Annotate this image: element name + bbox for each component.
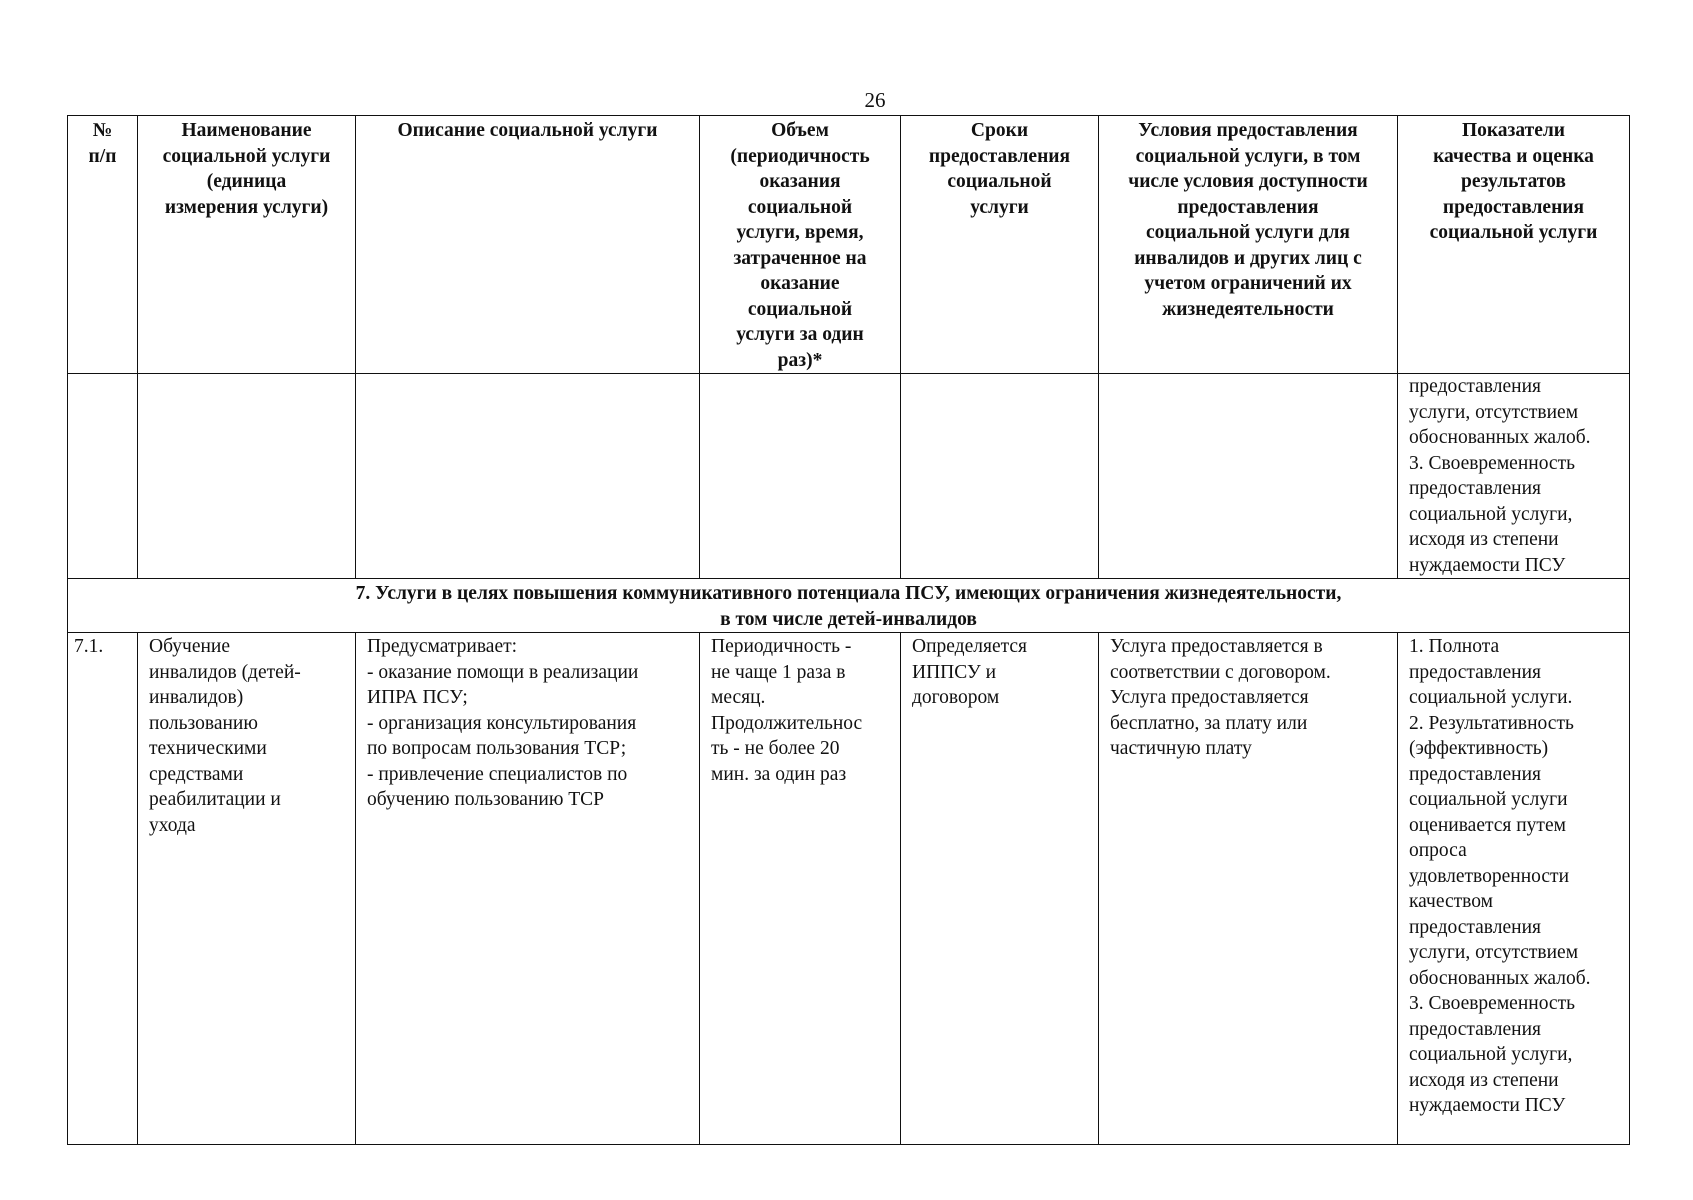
header-cell-conditions: Условия предоставления социальной услуги, в том числе условия доступности предоставления социальной услуги для инвалидов и других лиц с учетом ограничений их жизнедеятельности [1099, 116, 1398, 374]
table-cell [356, 374, 700, 579]
services-table [67, 115, 1630, 1145]
table-cell [700, 374, 901, 579]
table-cell [138, 374, 356, 579]
cell-conditions: Услуга предоставляется в соответствии с договором. Услуга предоставляется бесплатно, за плату или частичную плату [1099, 633, 1398, 1145]
cell-volume: Периодичность - не чаще 1 раза в месяц. Продолжительнос ть - не более 20 мин. за один раз [700, 633, 901, 1145]
cell-number: 7.1. [68, 633, 138, 1145]
table-cell-quality-continued: предоставления услуги, отсутствием обоснованных жалоб. 3. Своевременность предоставления социальной услуги, исходя из степени нуждаемости ПСУ [1398, 374, 1630, 579]
header-cell-terms: Сроки предоставления социальной услуги [901, 116, 1099, 374]
cell-description: Предусматривает: - оказание помощи в реализации ИПРА ПСУ; - организация консультирования по вопросам пользования ТСР; - привлечение специалистов по обучению пользованию ТСР [356, 633, 700, 1145]
section-row [68, 579, 1630, 633]
continuation-row [68, 374, 1630, 579]
cell-service-name: Обучение инвалидов (детей- инвалидов) пользованию техническими средствами реабилитации и ухода [138, 633, 356, 1145]
section-title: 7. Услуги в целях повышения коммуникативного потенциала ПСУ, имеющих ограничения жизнедеятельности, в том числе детей-инвалидов [68, 579, 1630, 633]
table-cell [1099, 374, 1398, 579]
page-number: 26 [864, 88, 886, 112]
header-cell-service-name: Наименование социальной услуги (единица измерения услуги) [138, 116, 356, 374]
header-cell-volume: Объем (периодичность оказания социальной услуги, время, затраченное на оказание социальной услуги за один раз)* [700, 116, 901, 374]
header-cell-number: № п/п [68, 116, 138, 374]
header-cell-description: Описание социальной услуги [356, 116, 700, 374]
table-row [68, 633, 1630, 1145]
header-row [68, 116, 1630, 374]
cell-terms: Определяется ИППСУ и договором [901, 633, 1099, 1145]
header-cell-quality-indicators: Показатели качества и оценка результатов предоставления социальной услуги [1398, 116, 1630, 374]
table-cell [901, 374, 1099, 579]
table-cell [68, 374, 138, 579]
cell-quality-indicators: 1. Полнота предоставления социальной услуги. 2. Результативность (эффективность) предоставления социальной услуги оценивается путем опроса удовлетворенности качеством предоставления услуги, отсутствием обоснованных жалоб. 3. Своевременность предоставления социальной услуги, исходя из степени нуждаемости ПСУ [1398, 633, 1630, 1145]
